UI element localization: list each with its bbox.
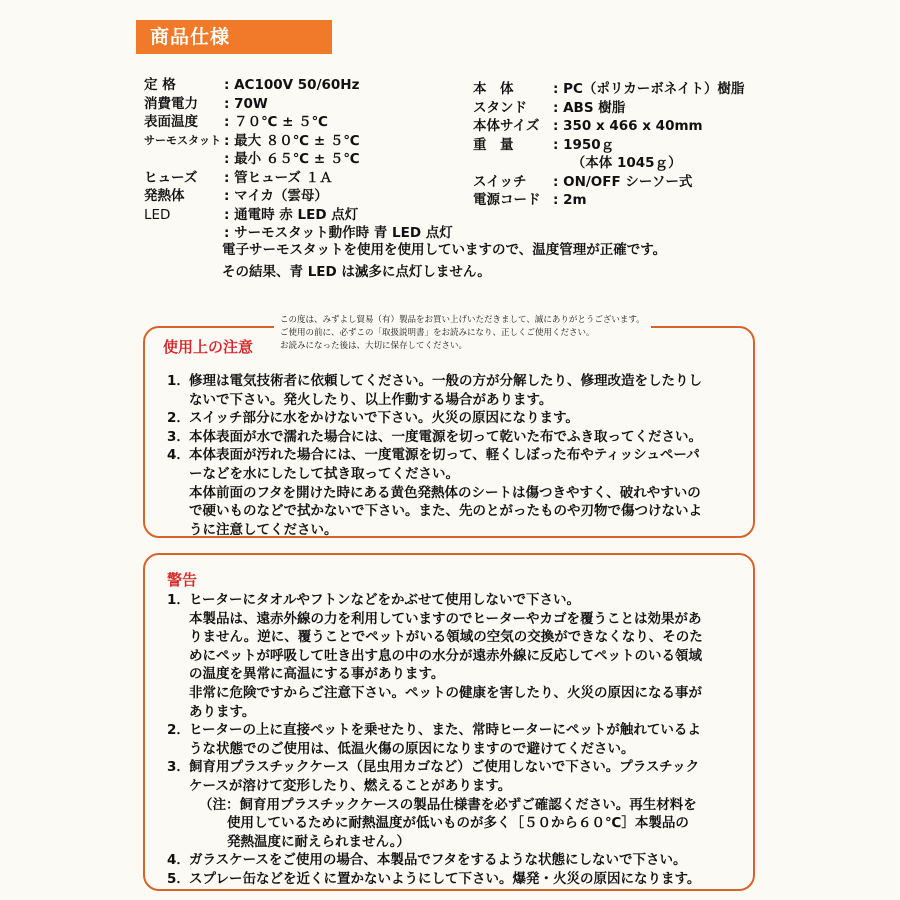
item-line: 飼育用プラスチックケース（昆虫用カゴなど）ご使用しないで下さい。プラスチック [189,759,700,776]
spec-value: : ON/OFF シーソー式 [553,173,693,190]
item-line: ーなどを水にしたして拭き取ってください。 [189,465,459,482]
item-line: あります。 [189,703,256,720]
warning-box [143,553,755,891]
spec-key: 発熱体 [144,188,185,204]
spec-key: 消費電力 [144,95,198,112]
item-line: うな状態でのご使用は、低温火傷の原因になりますので避けてください。 [189,740,635,757]
spec-note-line: 電子サーモスタットを使用を使用していますので、温度管理が正確です。 [222,242,667,258]
spec-key: 表面温度 [144,114,198,130]
item-number: 4． [167,852,190,869]
item-line: 本体前面のフタを開けた時にある黄色発熱体のシートは傷つきやすく、破れやすいの [189,484,701,501]
spec-key: スタンド [473,99,527,116]
spec-key: 定 格 [144,77,176,93]
spec-value: : マイカ（雲母） [224,188,328,204]
list-item [167,409,702,428]
item-line: （注：飼育用プラスチックケースの製品仕様書を必ずご確認ください。再生材料を [199,796,697,813]
item-line: で硬いものなどで拭かないで下さい。また、先のとがったものや刃物で傷つけないよ [189,503,702,520]
list-item [167,851,703,870]
item-number: 1． [167,373,190,389]
spec-value: : 通電時 赤 LED 点灯 [224,206,359,223]
item-line: 本体表面が水で濡れた場合には、一度電源を切って乾いた布でふき取ってください。 [189,428,702,445]
spec-key: 電源コード [473,192,541,208]
spec-key: スイッチ [473,173,527,190]
preface-line: お読みになった後は、大切に保存してください。 [280,341,468,351]
spec-header-tab [136,20,332,54]
item-line: ケースが溶けて変形したり、燃えることがあります。 [189,777,512,794]
item-line: スプレー缶などを近くに置かないようにして下さい。爆発・火災の原因になります。 [189,870,701,887]
item-line: ヒーターにタオルやフトンなどをかぶせて使用しないで下さい。 [189,592,580,608]
spec-value: : 350 x 466 x 40mm [553,118,703,134]
spec-value: : 管ヒューズ １Ａ [224,169,333,186]
item-line: スイッチ部分に水をかけないで下さい。火災の原因になります。 [189,410,579,427]
item-line: ヒーターの上に直接ペットを乗せたり、また、常時ヒーターにペットが触れているよ [189,722,701,739]
spec-value: : 最小 ６５℃ ± ５℃ [224,151,360,167]
caution-preface [274,314,651,353]
item-line: 修理は電気技術者に依頼してください。一般の方が分解したり、修理改造をしたりし [189,373,702,389]
item-line: うに注意してください。 [189,521,338,538]
spec-note-line: その結果、青 LED は滅多に点灯しません。 [222,264,491,280]
item-line: 発熱温度に耐えられません。） [227,833,411,850]
caution-list [167,372,702,539]
warning-title: 警告 [163,569,201,590]
preface-line: この度は、みずよし貿易（有）製品をお買い上げいただきまして、誠にありがとうございます。 [280,315,645,325]
item-line: りません。逆に、覆うことでペットがいる領域の空気の交換ができなくなり、そのた [189,629,703,646]
item-number: 3． [167,428,190,445]
item-line: ないで下さい。発火したり、以上作動する場合があります。 [189,391,553,408]
item-line: 非常に危険ですからご注意下さい。ペットの健康を害したり、火災の原因になる事が [189,684,702,701]
spec-key: 本 体 [473,81,514,97]
spec-value: : AC100V 50/60Hz [224,77,360,93]
list-item [167,870,703,889]
item-line: 本体表面が汚れた場合には、一度電源を切って、軽くしぼった布やティッシュペーパ [189,447,700,464]
spec-key: 本体サイズ [473,118,540,134]
item-number: 1． [167,592,190,608]
spec-value: : PC（ポリカーボネイト）樹脂 [553,81,745,97]
spec-key: LED [144,206,171,223]
list-item [167,428,702,447]
list-item [167,591,703,721]
spec-value: : ABS 樹脂 [553,99,626,116]
item-line: めにペットが呼吸して吐き出す息の中の水分が遠赤外線に反応してペットのいる領域 [189,647,702,664]
item-number: 5． [167,870,190,887]
spec-value: : 1950ｇ [553,136,615,153]
list-item [167,721,703,758]
spec-value: : 最大 ８０℃ ± ５℃ [224,132,360,149]
spec-value: : 70W [224,95,268,112]
item-line: 本製品は、遠赤外線の力を利用していますのでヒーターやカゴを覆うことは効果があ [189,610,702,627]
note-item [167,796,703,852]
spec-key: 重 量 [473,136,514,153]
spec-value: （本体 1045ｇ） [553,155,682,171]
spec-value: : サーモスタット動作時 青 LED 点灯 [224,225,453,241]
item-line: 使用しているために耐熱温度が低いものが多く［５０から６０℃］本製品の [227,815,689,832]
spec-title: 商品仕様 [150,26,231,48]
item-line: の温度を異常に高温にする事があります。 [189,666,445,683]
item-number: 2． [167,722,190,739]
spec-key: サーモスタット [144,133,221,147]
spec-key: ヒューズ [144,169,198,186]
list-item [167,446,702,539]
list-item [167,372,702,409]
preface-line: ご使用の前に、必ずこの「取扱説明書」をお読みになり、正しくご使用ください。 [280,328,595,338]
spec-value: : ７０℃ ± ５℃ [224,114,329,130]
item-number: 4． [167,447,190,464]
list-item [167,758,703,795]
warning-list [167,591,703,889]
item-line: ガラスケースをご使用の場合、本製品でフタをするような状態にしないで下さい。 [189,852,687,869]
item-number: 3． [167,759,190,776]
item-number: 2． [167,410,190,427]
spec-value: : 2m [553,192,587,208]
caution-box [143,326,755,538]
caution-title: 使用上の注意 [159,336,257,357]
